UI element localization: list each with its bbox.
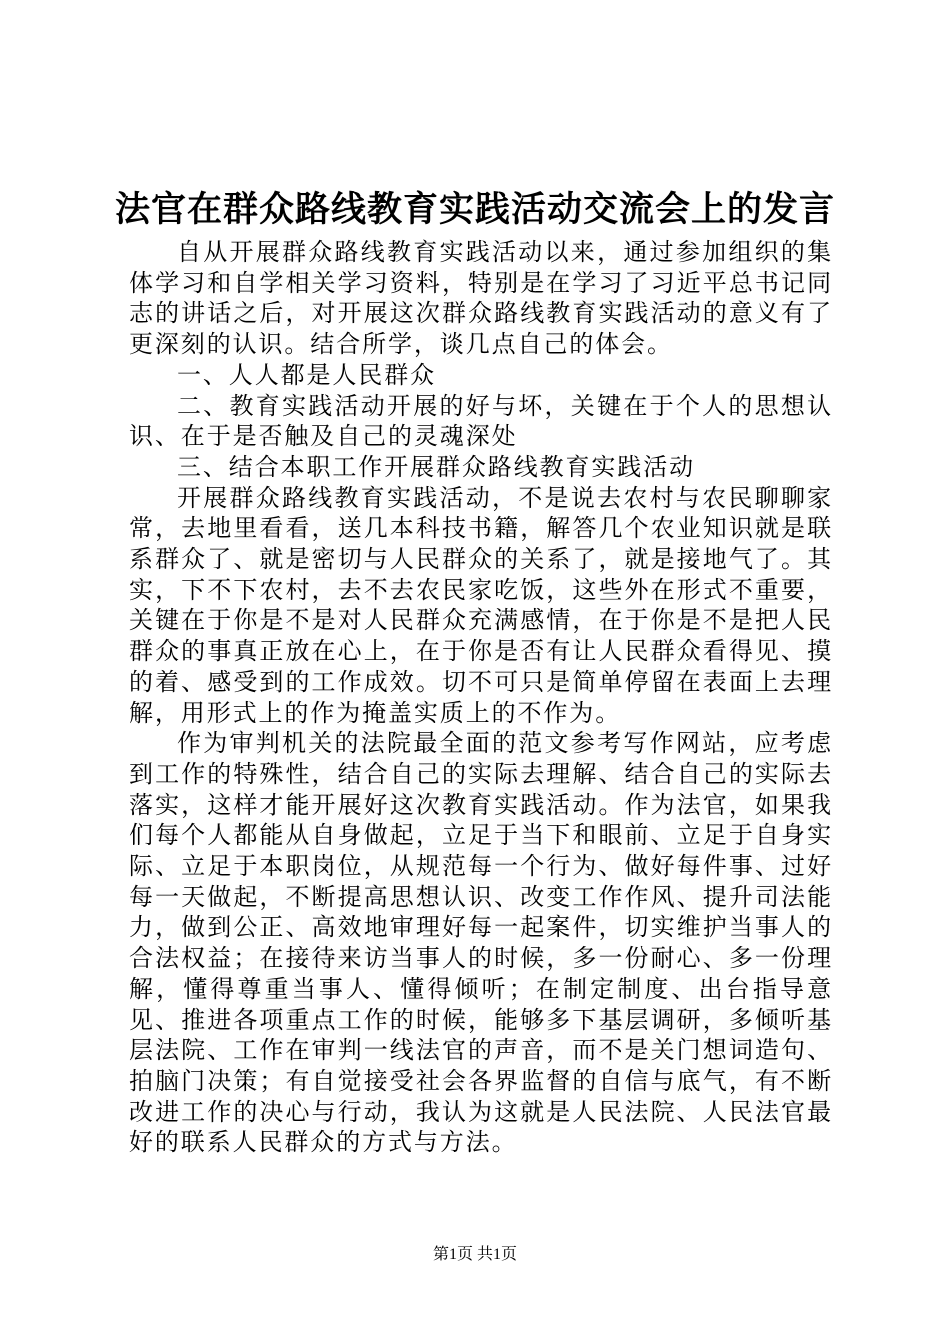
paragraph-point-one: 一、人人都是人民群众 <box>177 360 436 389</box>
document-title: 法官在群众路线教育实践活动交流会上的发言 <box>114 189 835 230</box>
paragraph-point-three: 三、结合本职工作开展群众路线教育实践活动 <box>177 452 695 481</box>
paragraph-practice: 开展群众路线教育实践活动，不是说去农村与农民聊聊家常，去地里看看，送几本科技书籍，解答几个农业知识就是联系群众了、就是密切与人民群众的关系了，就是接地气了。其实，下不下农村，去不去农民家吃饭，这些外在形式不重要，关键在于你是不是对人民群众充满感情，在于你是不是把人民群众的事真正放在心上，在于你是否有让人民群众看得见、摸的着、感受到的工作成效。切不可只是简单停留在表面上去理解，用形式上的作为掩盖实质上的不作为。 <box>129 483 833 727</box>
document-body <box>129 237 833 1158</box>
paragraph-intro: 自从开展群众路线教育实践活动以来，通过参加组织的集体学习和自学相关学习资料，特别是在学习了习近平总书记同志的讲话之后，对开展这次群众路线教育实践活动的意义有了更深刻的认识。结合所学，谈几点自己的体会。 <box>129 238 833 359</box>
page-footer: 第1页 共1页 <box>432 1246 517 1263</box>
paragraph-court-role: 作为审判机关的法院最全面的范文参考写作网站，应考虑到工作的特殊性，结合自己的实际去理解、结合自己的实际去落实，这样才能开展好这次教育实践活动。作为法官，如果我们每个人都能从自身做起，立足于当下和眼前、立足于自身实际、立足于本职岗位，从规范每一个行为、做好每件事、过好每一天做起，不断提高思想认识、改变工作作风、提升司法能力，做到公正、高效地审理好每一起案件，切实维护当事人的合法权益；在接待来访当事人的时候，多一份耐心、多一份理解，懂得尊重当事人、懂得倾听；在制定制度、出台指导意见、推进各项重点工作的时候，能够多下基层调研，多倾听基层法院、工作在审判一线法官的声音，而不是关门想词造句、拍脑门决策；有自觉接受社会各界监督的自信与底气，有不断改进工作的决心与行动，我认为这就是人民法院、人民法官最好的联系人民群众的方式与方法。 <box>129 729 833 1157</box>
paragraph-point-two: 二、教育实践活动开展的好与坏，关键在于个人的思想认识、在于是否触及自己的灵魂深处 <box>129 391 833 451</box>
